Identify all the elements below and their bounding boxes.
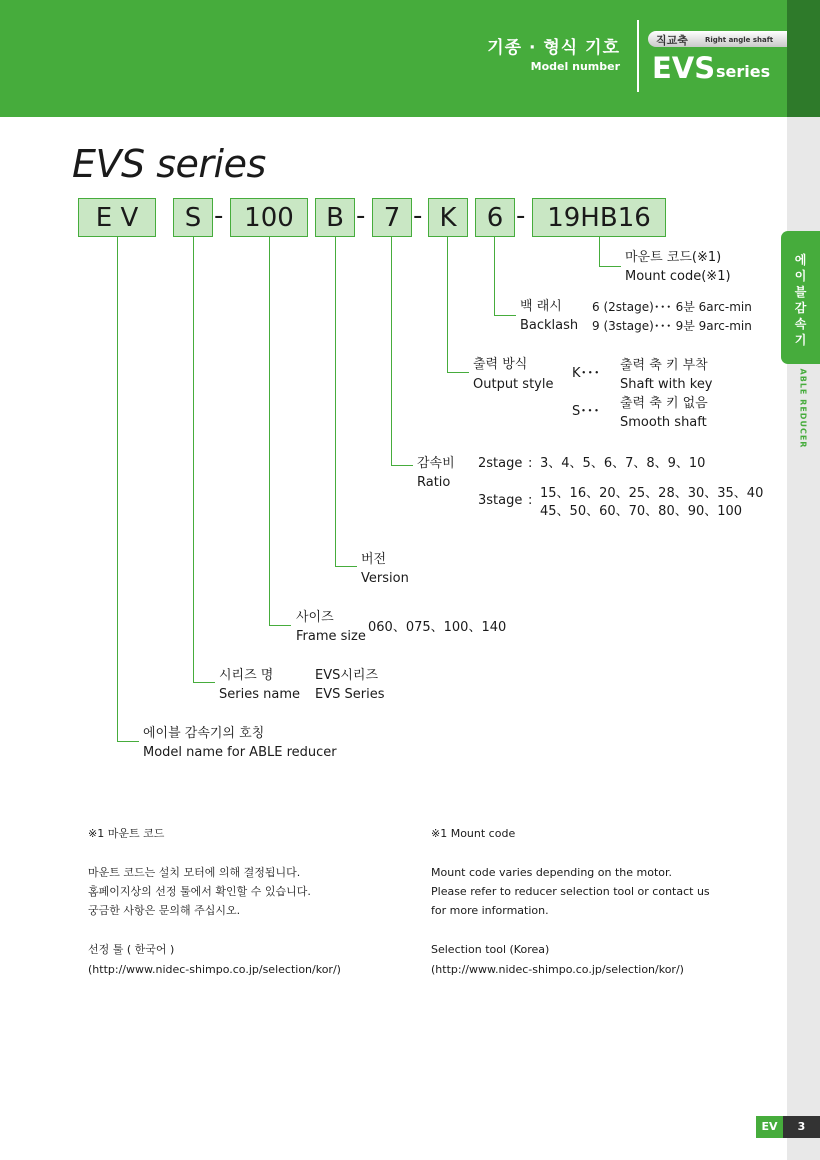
backlash-ko: 백 래시 bbox=[520, 299, 562, 314]
note-ko-line-2: 홈페이지상의 선정 툴에서 확인할 수 있습니다. bbox=[88, 885, 311, 898]
leader-output-h bbox=[447, 372, 469, 373]
code-box-frame: 100 bbox=[230, 198, 308, 237]
mount-en: Mount code(※1) bbox=[625, 269, 731, 284]
code-box-version: B bbox=[315, 198, 355, 237]
leader-ratio bbox=[391, 237, 392, 466]
note-en-tool-url[interactable]: (http://www.nidec-shimpo.co.jp/selection/kor/) bbox=[431, 963, 684, 976]
frame-values: 060、075、100、140 bbox=[368, 620, 507, 635]
leader-frame bbox=[269, 237, 270, 626]
leader-version bbox=[335, 237, 336, 567]
ratio-colon: : bbox=[528, 493, 533, 508]
side-tab-glyph: 기 bbox=[794, 333, 807, 347]
header-corner bbox=[787, 0, 820, 117]
side-tab-label-ko bbox=[781, 252, 820, 348]
leader-ratio-h bbox=[391, 465, 413, 466]
side-tab-glyph: 이 bbox=[794, 269, 807, 283]
note-en-tool-label: Selection tool (Korea) bbox=[431, 943, 550, 956]
leader-output bbox=[447, 237, 448, 373]
note-ko-heading: ※1 마운트 코드 bbox=[88, 827, 165, 840]
code-box-ratio: 7 bbox=[372, 198, 412, 237]
note-ko-line-3: 궁금한 사항은 문의해 주십시오. bbox=[88, 904, 241, 917]
category-ko: 직교축 bbox=[656, 34, 688, 47]
output-k-en: Shaft with key bbox=[620, 377, 713, 392]
frame-en: Frame size bbox=[296, 629, 366, 644]
header-title-en: Model number bbox=[530, 60, 620, 73]
code-box-output: K bbox=[428, 198, 468, 237]
frame-ko: 사이즈 bbox=[296, 610, 334, 625]
output-s-key: S･･･ bbox=[572, 404, 600, 419]
code-separator: - bbox=[413, 201, 423, 231]
output-k-ko: 출력 축 키 부착 bbox=[620, 358, 708, 373]
code-separator: - bbox=[516, 201, 526, 231]
leader-model bbox=[117, 237, 118, 742]
code-box-backlash: 6 bbox=[475, 198, 515, 237]
code-box-ev: E V bbox=[78, 198, 156, 237]
note-en-line-1: Mount code varies depending on the motor. bbox=[431, 866, 673, 879]
version-en: Version bbox=[361, 571, 409, 586]
code-separator: - bbox=[214, 201, 224, 231]
ratio-3stage-values-2: 45、50、60、70、80、90、100 bbox=[540, 504, 743, 519]
ratio-2stage-label: 2stage bbox=[478, 456, 523, 471]
page-number: 3 bbox=[783, 1116, 820, 1138]
header-series-suffix: series bbox=[716, 62, 771, 81]
output-s-en: Smooth shaft bbox=[620, 415, 707, 430]
side-label-en: ABLE REDUCER bbox=[798, 368, 808, 449]
ratio-2stage-values: 3、4、5、6、7、8、9、10 bbox=[540, 456, 706, 471]
side-tab-glyph: 속 bbox=[794, 317, 807, 331]
leader-series bbox=[193, 237, 194, 683]
mount-ko: 마운트 코드(※1) bbox=[625, 250, 722, 265]
ratio-3stage-values-1: 15、16、20、25、28、30、35、40 bbox=[540, 486, 764, 501]
header-divider bbox=[637, 20, 639, 92]
footer-section-badge: EV bbox=[756, 1116, 783, 1138]
category-en: Right angle shaft bbox=[705, 36, 774, 44]
code-box-series: S bbox=[173, 198, 213, 237]
ratio-colon: : bbox=[528, 456, 533, 471]
ratio-en: Ratio bbox=[417, 475, 451, 490]
version-ko: 버전 bbox=[361, 552, 387, 567]
note-ko-tool-label: 선정 툴 ( 한국어 ) bbox=[88, 943, 175, 956]
ratio-3stage-label: 3stage bbox=[478, 493, 523, 508]
series-value-en: EVS Series bbox=[315, 687, 385, 702]
model-ko: 에이블 감속기의 호칭 bbox=[143, 726, 265, 741]
code-box-mount: 19HB16 bbox=[532, 198, 666, 237]
backlash-en: Backlash bbox=[520, 318, 579, 333]
leader-version-h bbox=[335, 566, 357, 567]
side-tab-glyph: 블 bbox=[794, 285, 807, 299]
output-s-ko: 출력 축 키 없음 bbox=[620, 396, 708, 411]
series-en: Series name bbox=[219, 687, 300, 702]
leader-mount bbox=[599, 237, 600, 267]
leader-frame-h bbox=[269, 625, 291, 626]
leader-backlash bbox=[494, 237, 495, 316]
output-k-key: K･･･ bbox=[572, 366, 601, 381]
backlash-row-1: 6 (2stage)･･･ 6분 6arc-min bbox=[592, 300, 752, 314]
note-en-line-3: for more information. bbox=[431, 904, 549, 917]
leader-series-h bbox=[193, 682, 215, 683]
note-ko-tool-url[interactable]: (http://www.nidec-shimpo.co.jp/selection/kor/) bbox=[88, 963, 341, 976]
note-ko-line-1: 마운트 코드는 설치 모터에 의해 결정됩니다. bbox=[88, 866, 301, 879]
leader-model-h bbox=[117, 741, 139, 742]
leader-backlash-h bbox=[494, 315, 516, 316]
series-value-ko: EVS시리즈 bbox=[315, 668, 379, 683]
side-tab-glyph: 에 bbox=[794, 253, 807, 267]
side-tab-glyph: 감 bbox=[794, 301, 807, 315]
backlash-row-2: 9 (3stage)･･･ 9분 9arc-min bbox=[592, 319, 752, 333]
code-separator: - bbox=[356, 201, 366, 231]
series-ko: 시리즈 명 bbox=[219, 668, 274, 683]
header-title-ko: 기종 · 형식 기호 bbox=[487, 38, 620, 58]
model-en: Model name for ABLE reducer bbox=[143, 745, 337, 760]
output-en: Output style bbox=[473, 377, 554, 392]
note-en-heading: ※1 Mount code bbox=[431, 827, 516, 840]
leader-mount-h bbox=[599, 266, 621, 267]
ratio-ko: 감속비 bbox=[417, 456, 455, 471]
output-ko: 출력 방식 bbox=[473, 357, 528, 372]
page-title: EVS series bbox=[72, 142, 266, 186]
header-series-name: EVS bbox=[652, 51, 716, 85]
note-en-line-2: Please refer to reducer selection tool or contact us bbox=[431, 885, 710, 898]
